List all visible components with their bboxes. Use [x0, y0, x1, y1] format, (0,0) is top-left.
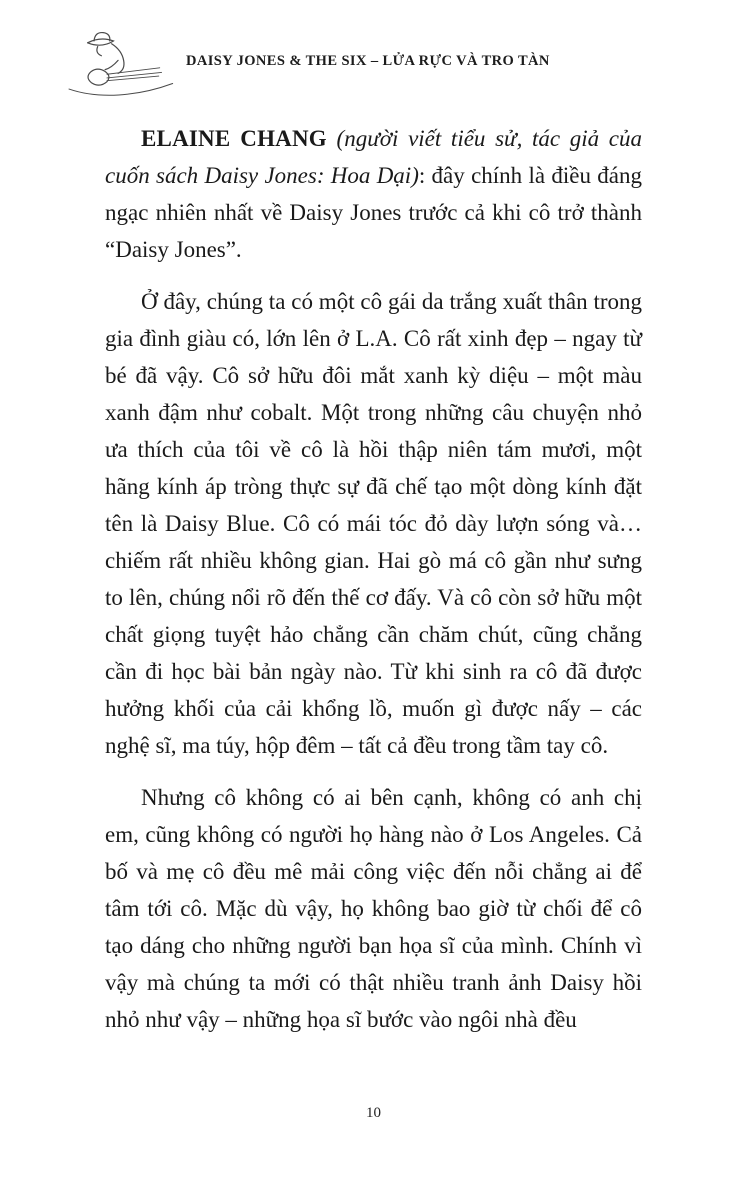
speaker-role: (người viết tiểu sử, tác giả của cuốn sách Daisy Jones: Hoa Dại)	[105, 126, 643, 188]
page-footer	[105, 1104, 642, 1122]
paragraph-daisy-family: Nhưng cô không có ai bên cạnh, không có anh chị em, cũng không có người họ hàng nào ở Los Angeles. Cả bố và mẹ cô đều mê mải công việc đến nỗi chẳng ai để tâm tới cô. Mặc dù vậy, họ không bao giờ từ chối để cô tạo dáng cho những người bạn họa sĩ của mình. Chính vì vậy mà chúng ta mới có thật nhiều tranh ảnh Daisy hồi nhỏ như vậy – những họa sĩ bước vào ngôi nhà đều	[105, 785, 642, 1032]
page-body	[105, 120, 642, 1038]
guitarist-svg	[60, 28, 178, 102]
page-header	[60, 28, 550, 102]
guitarist-illustration	[60, 28, 178, 102]
paragraph-interview-intro	[105, 120, 642, 268]
page-number: 10	[366, 1105, 381, 1121]
speaker-name: ELAINE CHANG	[141, 126, 327, 151]
paragraph-intro-text: : đây chính là điều đáng ngạc nhiên nhất về Daisy Jones trước cả khi cô trở thành “Daisy Jones”.	[105, 163, 642, 262]
paragraph-daisy-description: Ở đây, chúng ta có một cô gái da trắng xuất thân trong gia đình giàu có, lớn lên ở L.A. Cô rất xinh đẹp – ngay từ bé đã vậy. Cô sở hữu đôi mắt xanh kỳ diệu – một màu xanh đậm như cobalt. Một trong những câu chuyện nhỏ ưa thích của tôi về cô là hồi thập niên tám mươi, một hãng kính áp tròng thực sự đã chế tạo một dòng kính đặt tên là Daisy Blue. Cô có mái tóc đỏ dày lượn sóng và… chiếm rất nhiều không gian. Hai gò má cô gần như sưng to lên, chúng nổi rõ đến thế cơ đấy. Và cô còn sở hữu một chất giọng tuyệt hảo chẳng cần chăm chút, cũng chẳng cần đi học bài bản ngày nào. Từ khi sinh ra cô đã được hưởng khối của cải khổng lồ, muốn gì được nấy – các nghệ sĩ, ma túy, hộp đêm – tất cả đều trong tầm tay cô.	[105, 289, 642, 758]
running-head-title: DAISY JONES & THE SIX – LỬA RỰC VÀ TRO TÀN	[186, 52, 550, 69]
